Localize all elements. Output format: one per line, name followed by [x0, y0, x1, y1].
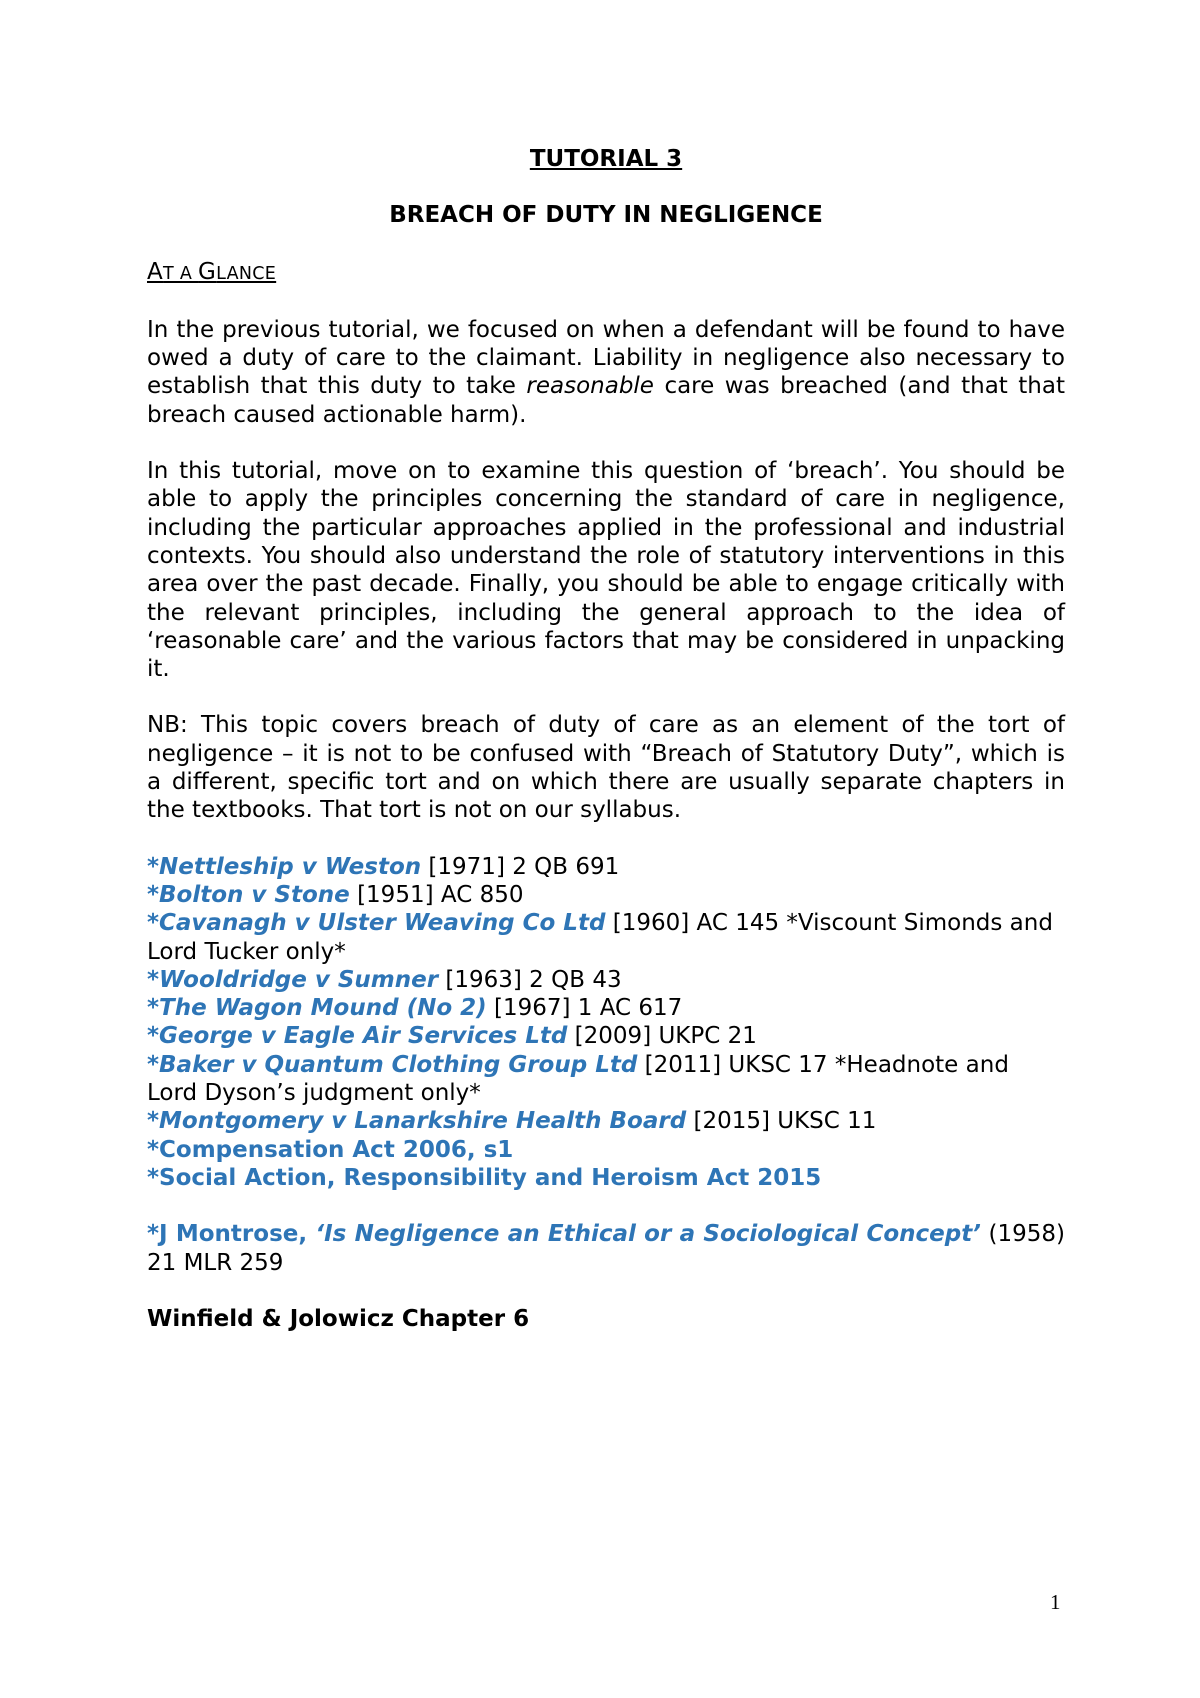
case-item[interactable] [147, 966, 1065, 994]
case-citation: [1971] 2 QB 691 [421, 853, 620, 880]
case-citation: [1967] 1 AC 617 [486, 995, 683, 1022]
case-name[interactable]: *Cavanagh v Ulster Weaving Co Ltd [147, 910, 606, 937]
case-item[interactable] [147, 909, 1065, 966]
textbook-reference: Winfield & Jolowicz Chapter 6 [147, 1305, 530, 1332]
case-name[interactable]: *Baker v Quantum Clothing Group Ltd [147, 1051, 638, 1078]
case-citation: [2015] UKSC 11 [686, 1108, 877, 1135]
case-citation: [1963] 2 QB 43 [438, 966, 622, 993]
page-number: 1 [1050, 1590, 1061, 1614]
intro-paragraph [147, 316, 1065, 429]
article-title[interactable]: ‘Is Negligence an Ethical or a Sociological Concept’ [315, 1221, 981, 1248]
intro-italic-word: reasonable [526, 373, 654, 400]
case-citation: [1951] AC 850 [349, 881, 524, 908]
heading-small-caps-2: LANCE [216, 263, 277, 284]
at-a-glance-section [147, 258, 1065, 288]
case-name[interactable]: *Bolton v Stone [147, 881, 350, 908]
article-reference[interactable] [147, 1220, 1065, 1277]
heading-cap-a: A [147, 258, 164, 285]
case-name[interactable]: *Nettleship v Weston [147, 853, 422, 880]
heading-cap-g: G [198, 258, 217, 285]
article-author[interactable]: *J Montrose, [147, 1221, 316, 1248]
case-item[interactable] [147, 881, 1065, 909]
tutorial-number-title: TUTORIAL 3 [529, 146, 683, 172]
at-a-glance-heading [147, 258, 1065, 288]
article-citation: (1958) 21 MLR 259 [147, 1221, 1066, 1276]
intro-text-after: care was breached (and that that breach caused actionable harm). [147, 373, 1065, 428]
case-item[interactable] [147, 994, 1065, 1022]
case-item[interactable] [147, 1051, 1065, 1108]
page-content [147, 145, 1065, 1333]
nb-paragraph: NB: This topic covers breach of duty of care as an element of the tort of negligence – it is not to be confused with “Breach of Statutory Duty”, which is a different, specific tort and on which there are usually separate chapters in the textbooks. That tort is not on our syllabus. [147, 712, 1065, 824]
case-citation: [2011] UKSC 17 *Headnote and Lord Dyson’s judgment only* [147, 1051, 1009, 1107]
heading-small-caps-1: T A [163, 263, 199, 284]
objectives-paragraph: In this tutorial, move on to examine this question of ‘breach’. You should be able to apply the principles concerning the standard of care in negligence, including the particular approaches applied in the professional and industrial contexts. You should also understand the role of statutory interventions in this area over the past decade. Finally, you should be able to engage critically with the relevant principles, including the general approach to the idea of ‘reasonable care’ and the various factors that may be considered in unpacking it. [147, 458, 1065, 683]
case-citation: [1960] AC 145 *Viscount Simonds and Lord Tucker only* [147, 910, 1053, 965]
intro-text-before: In the previous tutorial, we focused on when a defendant will be found to have owed a duty of care to the claimant. Liability in negligence also necessary to establish that this duty to take [147, 316, 1065, 400]
reading-list [147, 853, 1065, 1193]
statute-compensation-act[interactable]: *Compensation Act 2006, s1 [147, 1136, 514, 1163]
case-name[interactable]: *The Wagon Mound (No 2) [147, 995, 487, 1022]
case-citation: [2009] UKPC 21 [567, 1023, 757, 1050]
case-name[interactable]: *George v Eagle Air Services Ltd [147, 1023, 568, 1050]
case-item[interactable] [147, 853, 1065, 881]
statute-sarah-act[interactable]: *Social Action, Responsibility and Heroism Act 2015 [147, 1164, 822, 1191]
case-name[interactable]: *Montgomery v Lanarkshire Health Board [147, 1108, 687, 1135]
case-name[interactable]: *Wooldridge v Sumner [147, 966, 439, 993]
tutorial-topic-title: BREACH OF DUTY IN NEGLIGENCE [389, 202, 823, 229]
case-item[interactable] [147, 1107, 1065, 1135]
case-item[interactable] [147, 1022, 1065, 1050]
